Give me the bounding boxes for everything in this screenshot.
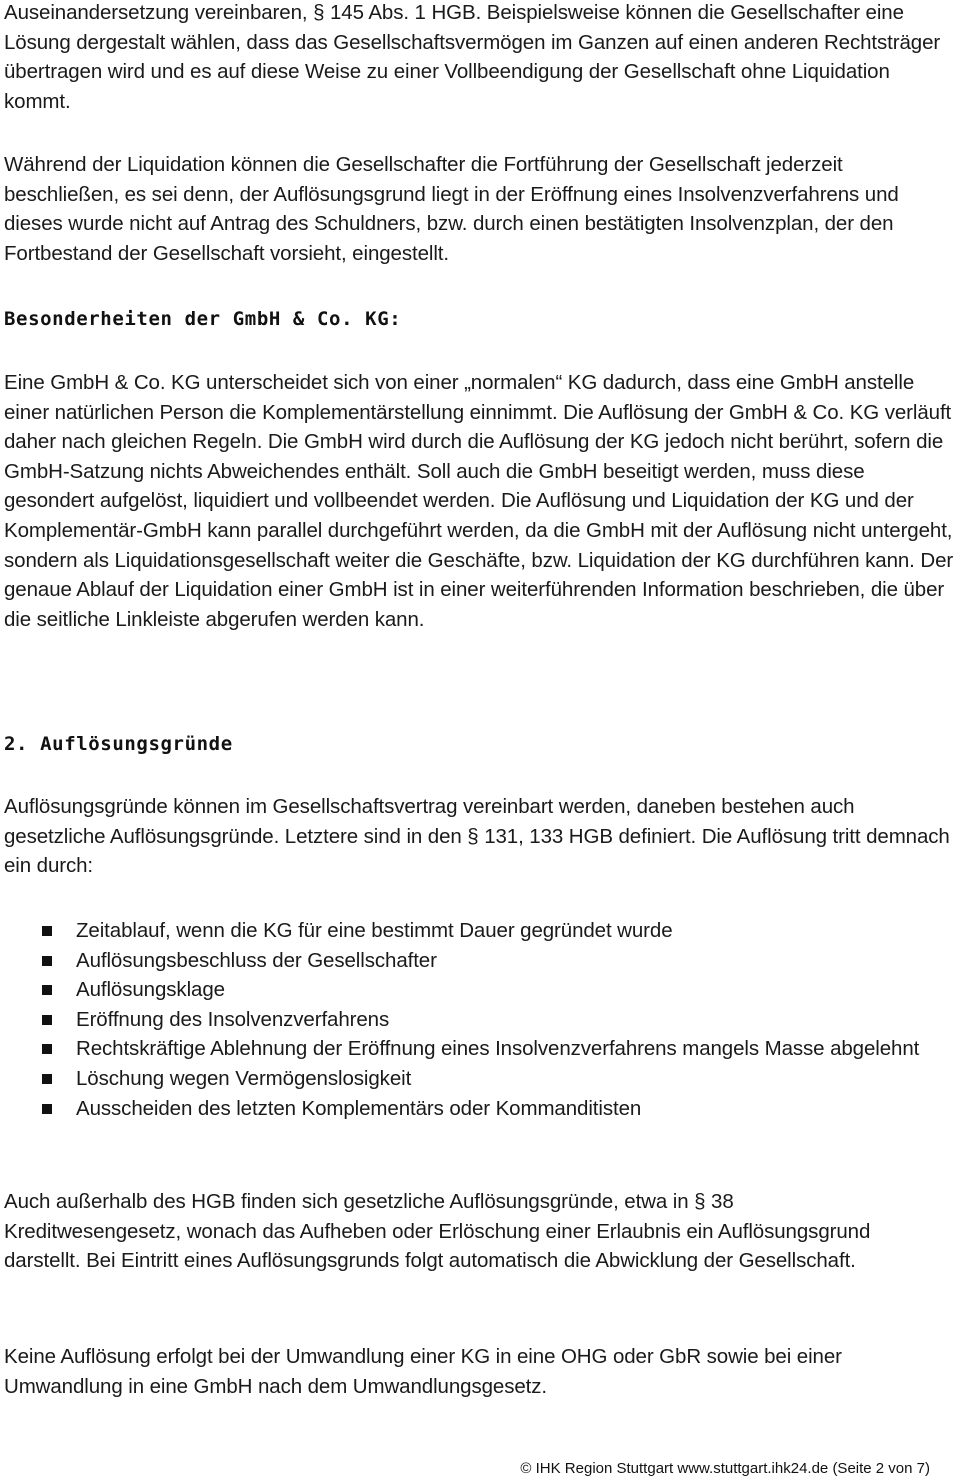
square-bullet-icon (42, 985, 52, 995)
list-item: Auflösungsklage (4, 975, 958, 1005)
paragraph-ausserhalb-hgb: Auch außerhalb des HGB finden sich gesetzliche Auflösungsgründe, etwa in § 38 Kreditwesengesetz, wonach das Aufheben oder Erlöschung einer Erlaubnis ein Auflösungsgrund darstellt. Bei Eintritt eines Auflösungsgrunds folgt automatisch die Abwicklung der Gesellschaft. (4, 1190, 871, 1273)
square-bullet-icon (42, 956, 52, 966)
list-item: Rechtskräftige Ablehnung der Eröffnung eines Insolvenzverfahrens mangels Masse abgelehnt (4, 1034, 958, 1064)
square-bullet-icon (42, 1044, 52, 1054)
page-footer: © IHK Region Stuttgart www.stuttgart.ihk24.de (Seite 2 von 7) (520, 1460, 930, 1477)
paragraph-umwandlung: Keine Auflösung erfolgt bei der Umwandlung einer KG in eine OHG oder GbR sowie bei einer Umwandlung in eine GmbH nach dem Umwandlungsgesetz. (4, 1345, 842, 1398)
list-item: Zeitablauf, wenn die KG für eine bestimmt Dauer gegründet wurde (4, 916, 958, 946)
list-item: Ausscheiden des letzten Komplementärs oder Kommanditisten (4, 1094, 958, 1124)
list-item: Eröffnung des Insolvenzverfahrens (4, 1005, 958, 1035)
list-item: Auflösungsbeschluss der Gesellschafter (4, 946, 958, 976)
square-bullet-icon (42, 926, 52, 936)
aufloesungsgruende-list (4, 916, 958, 1123)
paragraph-intro: Auseinandersetzung vereinbaren, § 145 Abs. 1 HGB. Beispielsweise können die Gesellschafter eine Lösung dergestalt wählen, dass das Gesellschaftsvermögen im Ganzen auf einen anderen Rechtsträger übertragen wird und es auf diese Weise zu einer Vollbeendigung der Gesellschaft ohne Liquidation kommt. (4, 1, 941, 113)
paragraph-gruende-intro: Auflösungsgründe können im Gesellschaftsvertrag vereinbart werden, daneben bestehen auch gesetzliche Auflösungsgründe. Letztere sind in den § 131, 133 HGB definiert. Die Auflösung tritt demnach ein durch: (4, 795, 950, 878)
square-bullet-icon (42, 1074, 52, 1084)
list-item: Löschung wegen Vermögenslosigkeit (4, 1064, 958, 1094)
square-bullet-icon (42, 1015, 52, 1025)
heading-aufloesungsgruende: 2. Auflösungsgründe (4, 733, 233, 755)
paragraph-liquidation: Während der Liquidation können die Gesellschafter die Fortführung der Gesellschaft jederzeit beschließen, es sei denn, der Auflösungsgrund liegt in der Eröffnung eines Insolvenzverfahrens und dieses wurde nicht auf Antrag des Schuldners, bzw. durch einen bestätigten Insolvenzplan, der den Fortbestand der Gesellschaft vorsieht, eingestellt. (4, 153, 899, 265)
paragraph-gmbh-co-kg: Eine GmbH & Co. KG unterscheidet sich von einer „normalen“ KG dadurch, dass eine GmbH anstelle einer natürlichen Person die Komplementärstellung einnimmt. Die Auflösung der GmbH & Co. KG verläuft daher nach gleichen Regeln. Die GmbH wird durch die Auflösung der KG jedoch nicht berührt, sofern die GmbH-Satzung nichts Abweichendes enthält. Soll auch die GmbH beseitigt werden, muss diese gesondert aufgelöst, liquidiert und vollbeendet werden. Die Auflösung und Liquidation der KG und der Komplementär-GmbH kann parallel durchgeführt werden, da die GmbH mit der Auflösung nicht untergeht, sondern als Liquidationsgesellschaft weiter die Geschäfte, bzw. Liquidation der KG durchführen kann. Der genaue Ablauf der Liquidation einer GmbH ist in einer weiterführenden Information beschrieben, die über die seitliche Linkleiste abgerufen werden kann. (4, 371, 954, 631)
square-bullet-icon (42, 1104, 52, 1114)
heading-besonderheiten: Besonderheiten der GmbH & Co. KG: (4, 308, 402, 330)
